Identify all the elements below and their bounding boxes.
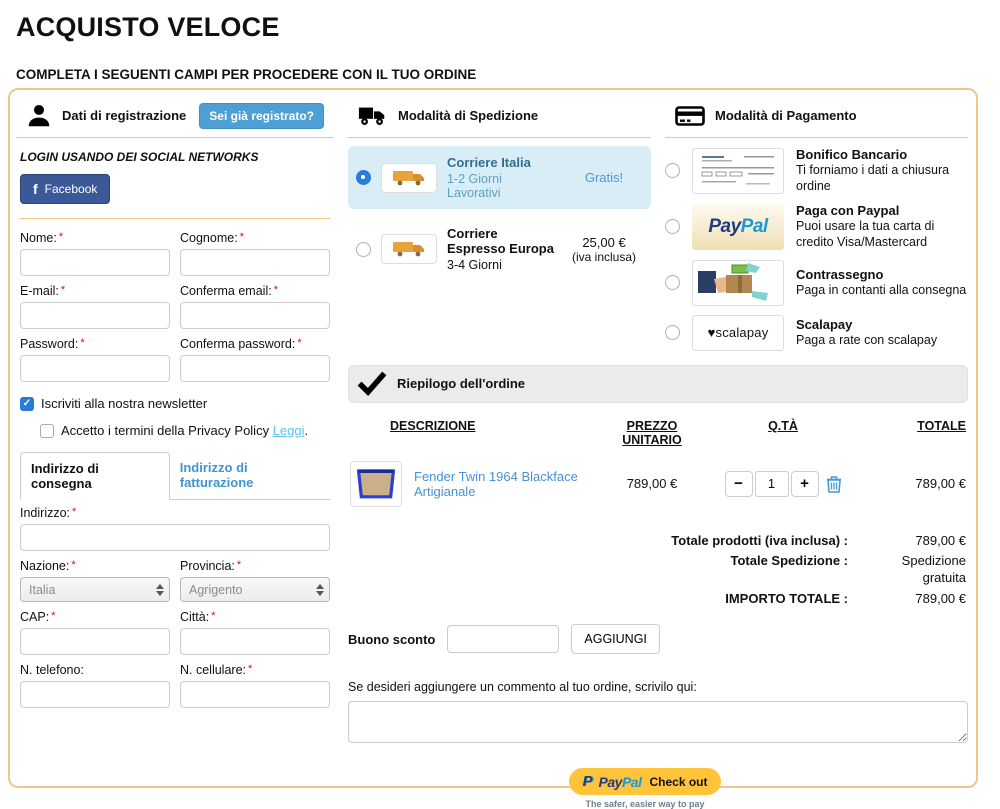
nazione-select-value: Italia xyxy=(29,583,156,597)
payment-title: Modalità di Pagamento xyxy=(715,108,958,123)
coupon-label: Buono sconto xyxy=(348,632,435,647)
select-arrows-icon xyxy=(156,584,164,596)
privacy-label: Accetto i termini della Privacy Policy xyxy=(61,423,269,438)
payment-option-name: Paga con Paypal xyxy=(796,203,968,218)
cognome-label: Cognome: xyxy=(180,231,238,245)
required-marker: * xyxy=(61,284,65,296)
password-input[interactable] xyxy=(20,355,170,382)
citta-label: Città: xyxy=(180,610,209,624)
paypal-caption: The safer, easier way to pay xyxy=(585,799,704,809)
required-marker: * xyxy=(51,610,55,622)
select-arrows-icon xyxy=(316,584,324,596)
quantity-input[interactable] xyxy=(755,471,789,497)
coupon-add-button[interactable]: AGGIUNGI xyxy=(571,624,660,654)
indirizzo-input[interactable] xyxy=(20,524,330,551)
payment-radio[interactable] xyxy=(665,163,680,178)
privacy-checkbox[interactable] xyxy=(40,424,54,438)
citta-field xyxy=(180,610,330,655)
provincia-field xyxy=(180,559,330,602)
checkmark-icon xyxy=(359,373,385,395)
required-marker: * xyxy=(71,559,75,571)
checkout-right-area xyxy=(340,90,976,786)
totals-row-prodotti xyxy=(348,533,968,550)
newsletter-checkbox-row[interactable] xyxy=(20,396,330,411)
totals-label: IMPORTO TOTALE : xyxy=(348,591,862,608)
payment-option-name: Scalapay xyxy=(796,317,968,332)
cognome-field xyxy=(180,231,330,276)
payment-option-contrassegno[interactable] xyxy=(665,260,968,306)
checkout-container xyxy=(8,88,978,788)
quantity-plus-button[interactable]: + xyxy=(791,471,819,497)
shipping-header-row xyxy=(348,94,651,138)
payment-radio[interactable] xyxy=(665,219,680,234)
cash-on-delivery-icon xyxy=(692,260,784,306)
paypal-logo-pay: Pay xyxy=(708,216,740,237)
shipping-option-name: Corriere Espresso Europa xyxy=(447,226,555,256)
col-descrizione: DESCRIZIONE xyxy=(350,419,600,433)
col-totale: TOTALE xyxy=(862,419,966,433)
indirizzo-label: Indirizzo: xyxy=(20,506,70,520)
totals-value: Spedizione gratuita xyxy=(862,553,966,587)
coupon-row xyxy=(348,624,968,654)
newsletter-label: Iscriviti alla nostra newsletter xyxy=(41,396,207,411)
paypal-checkout-label: Check out xyxy=(649,775,707,789)
privacy-checkbox-row[interactable] xyxy=(40,423,330,438)
page-subtitle: COMPLETA I SEGUENTI CAMPI PER PROCEDERE CON IL TUO ORDINE xyxy=(0,43,1000,94)
order-item-row xyxy=(348,461,968,507)
nome-label: Nome: xyxy=(20,231,57,245)
cellulare-field xyxy=(180,663,330,708)
order-table-header xyxy=(348,419,968,447)
totals-label: Totale prodotti (iva inclusa) : xyxy=(348,533,862,550)
address-form xyxy=(20,551,330,708)
conferma-email-input[interactable] xyxy=(180,302,330,329)
payment-option-desc: Paga a rate con scalapay xyxy=(796,333,968,349)
nazione-label: Nazione: xyxy=(20,559,69,573)
privacy-suffix: . xyxy=(305,423,309,438)
totals-row-importo-totale xyxy=(348,591,968,608)
item-unit-price: 789,00 € xyxy=(600,476,704,491)
email-field xyxy=(20,284,170,329)
trash-icon[interactable] xyxy=(826,475,842,493)
indirizzo-field xyxy=(20,506,330,551)
page-title: ACQUISTO VELOCE xyxy=(0,0,1000,43)
quantity-stepper xyxy=(704,471,862,497)
conferma-password-input[interactable] xyxy=(180,355,330,382)
credit-card-icon xyxy=(675,104,705,128)
product-image xyxy=(350,461,402,507)
order-totals xyxy=(348,533,968,609)
bank-transfer-form-icon xyxy=(692,148,784,194)
comment-label: Se desideri aggiungere un commento al tuo ordine, scrivilo qui: xyxy=(348,680,968,694)
cognome-input[interactable] xyxy=(180,249,330,276)
product-name-link[interactable]: Fender Twin 1964 Blackface Artigianale xyxy=(414,469,600,499)
password-field xyxy=(20,337,170,382)
quantity-minus-button[interactable]: − xyxy=(725,471,753,497)
nome-field xyxy=(20,231,170,276)
required-marker: * xyxy=(297,337,301,349)
divider xyxy=(20,218,330,219)
already-registered-button[interactable]: Sei già registrato? xyxy=(199,103,324,129)
shipping-option-price: Gratis! xyxy=(565,170,643,185)
registration-section xyxy=(10,90,340,786)
payment-option-desc: Paga in contanti alla consegna xyxy=(796,283,968,299)
payment-radio[interactable] xyxy=(665,275,680,290)
provincia-select-value: Agrigento xyxy=(189,583,316,597)
conferma-email-field xyxy=(180,284,330,329)
registration-form xyxy=(20,223,330,382)
nome-input[interactable] xyxy=(20,249,170,276)
email-input[interactable] xyxy=(20,302,170,329)
payment-option-name: Bonifico Bancario xyxy=(796,147,968,162)
tab-indirizzo-consegna[interactable]: Indirizzo di consegna xyxy=(20,452,170,500)
person-icon xyxy=(26,103,52,129)
cellulare-label: N. cellulare: xyxy=(180,663,246,677)
order-summary-title: Riepilogo dell'ordine xyxy=(397,376,525,391)
nazione-select[interactable] xyxy=(20,577,170,602)
payment-option-name: Contrassegno xyxy=(796,267,968,282)
shipping-section xyxy=(348,94,651,351)
paypal-checkout-button[interactable] xyxy=(569,768,722,795)
facebook-icon: f xyxy=(33,181,38,197)
totals-row-spedizione xyxy=(348,553,968,587)
facebook-login-button[interactable] xyxy=(20,174,110,204)
paypal-checkout-area xyxy=(348,768,942,809)
email-label: E-mail: xyxy=(20,284,59,298)
provincia-label: Provincia: xyxy=(180,559,235,573)
payment-option-bonifico[interactable] xyxy=(665,147,968,194)
tab-indirizzo-fatturazione[interactable]: Indirizzo di fatturazione xyxy=(170,452,330,499)
required-marker: * xyxy=(59,231,63,243)
required-marker: * xyxy=(237,559,241,571)
col-qta: Q.TÀ xyxy=(704,419,862,433)
shipping-option-price-note: (iva inclusa) xyxy=(565,250,643,264)
scalapay-logo-text: ♥scalapay xyxy=(708,325,769,340)
courier-truck-icon xyxy=(381,163,437,193)
required-marker: * xyxy=(248,663,252,675)
order-comment-textarea[interactable] xyxy=(348,701,968,743)
privacy-leggi-link[interactable]: Leggi xyxy=(273,423,305,438)
registration-header-row xyxy=(16,94,334,138)
paypal-checkout-pay: Pay xyxy=(599,774,622,790)
payment-option-desc: Puoi usare la tua carta di credito Visa/Mastercard xyxy=(796,219,968,250)
shipping-title: Modalità di Spedizione xyxy=(398,108,641,123)
telefono-label: N. telefono: xyxy=(20,663,84,677)
registration-title: Dati di registrazione xyxy=(62,108,189,123)
registration-body xyxy=(16,138,334,708)
cellulare-input[interactable] xyxy=(180,681,330,708)
telefono-input[interactable] xyxy=(20,681,170,708)
required-marker: * xyxy=(80,337,84,349)
totals-value: 789,00 € xyxy=(862,533,966,550)
shipping-option-name: Corriere Italia xyxy=(447,155,555,170)
coupon-input[interactable] xyxy=(447,625,559,653)
cap-field xyxy=(20,610,170,655)
conferma-password-field xyxy=(180,337,330,382)
totals-value: 789,00 € xyxy=(862,591,966,608)
paypal-p-icon: P xyxy=(583,773,593,790)
scalapay-logo xyxy=(692,315,784,351)
payment-section xyxy=(665,94,968,351)
shipping-radio[interactable] xyxy=(356,242,371,257)
truck-icon xyxy=(358,104,388,128)
payment-option-paypal[interactable] xyxy=(665,203,968,250)
shipping-option-detail: 1-2 Giorni Lavorativi xyxy=(447,172,555,200)
required-marker: * xyxy=(211,610,215,622)
newsletter-checkbox[interactable]: ✓ xyxy=(20,397,34,411)
order-summary-header xyxy=(348,365,968,403)
conferma-password-label: Conferma password: xyxy=(180,337,295,351)
paypal-logo xyxy=(692,204,784,250)
social-login-heading: LOGIN USANDO DEI SOCIAL NETWORKS xyxy=(20,150,330,164)
shipping-option-corriere-espresso[interactable] xyxy=(348,217,651,281)
payment-radio[interactable] xyxy=(665,325,680,340)
required-marker: * xyxy=(240,231,244,243)
provincia-select[interactable] xyxy=(180,577,330,602)
password-label: Password: xyxy=(20,337,78,351)
required-marker: * xyxy=(72,506,76,518)
shipping-payment-row xyxy=(348,94,968,351)
cap-input[interactable] xyxy=(20,628,170,655)
payment-option-scalapay[interactable] xyxy=(665,315,968,351)
citta-input[interactable] xyxy=(180,628,330,655)
shipping-radio-selected[interactable] xyxy=(356,170,371,185)
order-summary-section xyxy=(348,365,968,809)
totals-label: Totale Spedizione : xyxy=(348,553,862,587)
nazione-field xyxy=(20,559,170,602)
payment-option-desc: Ti forniamo i dati a chiusura ordine xyxy=(796,163,968,194)
paypal-logo-pal: Pal xyxy=(741,216,768,237)
required-marker: * xyxy=(274,284,278,296)
facebook-label: Facebook xyxy=(45,182,98,196)
payment-header-row xyxy=(665,94,968,138)
col-prezzo-unitario: PREZZO UNITARIO xyxy=(600,419,704,447)
conferma-email-label: Conferma email: xyxy=(180,284,272,298)
item-total: 789,00 € xyxy=(862,476,966,491)
telefono-field xyxy=(20,663,170,708)
courier-truck-icon xyxy=(381,234,437,264)
shipping-option-corriere-italia[interactable] xyxy=(348,146,651,209)
address-tabs xyxy=(20,452,330,500)
shipping-option-detail: 3-4 Giorni xyxy=(447,258,555,272)
shipping-option-price: 25,00 € xyxy=(565,235,643,250)
paypal-checkout-pal: Pal xyxy=(622,774,642,790)
cap-label: CAP: xyxy=(20,610,49,624)
